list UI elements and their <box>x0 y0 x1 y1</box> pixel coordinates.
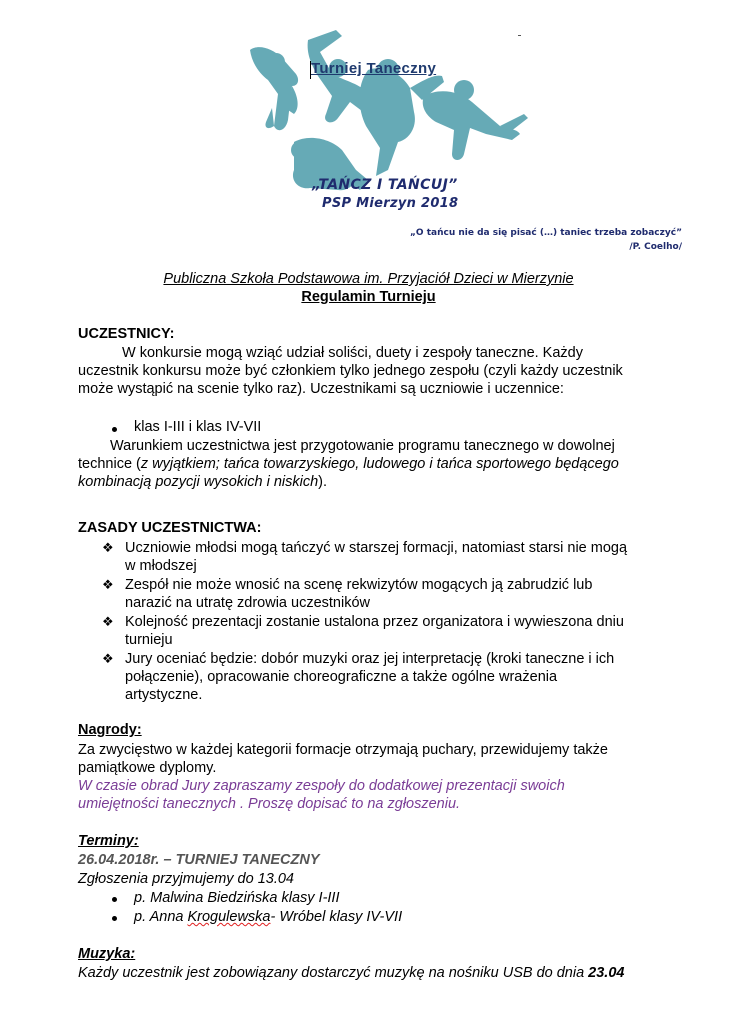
rule-item-3-line-2: turnieju <box>125 632 173 648</box>
diamond-bullet-icon: ❖ <box>102 614 114 629</box>
school-name: Publiczna Szkoła Podstawowa im. Przyjaciół Dzieci w Mierzynie <box>163 271 574 287</box>
dancer-head-5 <box>291 141 309 159</box>
participation-condition-line-1: Warunkiem uczestnictwa jest przygotowanie programu tanecznego w dowolnej <box>110 438 615 454</box>
music-heading: Muzyka: <box>78 946 136 962</box>
document-title: Regulamin Turnieju <box>301 289 436 305</box>
school-short-name: PSP Mierzyn 2018 <box>322 196 459 211</box>
rule-item-1-line-1: Uczniowie młodsi mogą tańczyć w starszej formacji, natomiast starsi nie mogą <box>125 540 628 556</box>
dancer-head-1 <box>267 53 285 71</box>
event-title: Turniej Taneczny <box>311 60 437 77</box>
participant-classes: klas I-III i klas IV-VII <box>134 419 262 435</box>
quote-author: /P. Coelho/ <box>629 242 682 252</box>
awards-line-1: Za zwycięstwo w każdej kategorii formacje otrzymają puchary, przewidujemy także <box>78 742 608 758</box>
participation-condition-line-3: kombinacją pozycji wysokich i niskich). <box>78 474 328 490</box>
rule-item-1-line-2: w młodszej <box>125 558 197 574</box>
dancer-silhouette-3 <box>360 68 415 176</box>
event-date: 26.04.2018r. – TURNIEJ TANECZNY <box>78 852 320 868</box>
participation-condition-line-2: technice (z wyjątkiem; tańca towarzyskiego, ludowego i tańca sportowego będącego <box>78 456 619 472</box>
rule-item-4-line-1: Jury oceniać będzie: dobór muzyki oraz jej interpretację (kroki taneczne i ich <box>125 651 615 667</box>
awards-note-line-1: W czasie obrad Jury zapraszamy zespoły do dodatkowej prezentacji swoich <box>78 778 565 794</box>
quote-block <box>410 226 682 254</box>
participants-heading: UCZESTNICY: <box>78 326 175 342</box>
diamond-bullet-icon: ❖ <box>102 540 114 555</box>
rules-heading: ZASADY UCZESTNICTWA: <box>78 520 262 536</box>
rule-item-3-line-1: Kolejność prezentacji zostanie ustalona przez organizatora i wywieszona dniu <box>125 614 624 630</box>
event-slogan: „TAŃCZ I TAŃCUJ” <box>312 177 458 193</box>
participants-line-1: W konkursie mogą wziąć udział soliści, duety i zespoły taneczne. Każdy <box>122 345 583 361</box>
bullet-icon <box>112 897 117 902</box>
rule-item-2-line-2: narazić na utratę zdrowia uczestników <box>125 595 371 611</box>
registration-deadline: Zgłoszenia przyjmujemy do 13.04 <box>78 871 294 887</box>
rule-item-4-line-2: połączenie), opracowanie choreograficzne a także ogólne wrażenia <box>125 669 558 685</box>
bullet-icon <box>112 427 117 432</box>
diamond-bullet-icon: ❖ <box>102 577 114 592</box>
awards-line-2: pamiątkowe dyplomy. <box>78 760 217 776</box>
contact-2: p. Anna Krogulewska- Wróbel klasy IV-VII <box>134 909 403 925</box>
decorative-mark <box>518 35 521 36</box>
bullet-icon <box>112 916 117 921</box>
contact-1: p. Malwina Biedzińska klasy I-III <box>134 890 340 906</box>
dates-heading: Terminy: <box>78 833 139 849</box>
rule-item-2-line-1: Zespół nie może wnosić na scenę rekwizytów mogących ją zabrudzić lub <box>125 577 593 593</box>
dancers-logo-image <box>238 30 528 200</box>
participants-line-2: uczestnik konkursu może być członkiem tylko jednego zespołu (czyli każdy uczestnik <box>78 363 623 379</box>
quote-text: „O tańcu nie da się pisać (…) taniec trzeba zobaczyć” <box>410 228 682 238</box>
music-text: Każdy uczestnik jest zobowiązany dostarczyć muzykę na nośniku USB do dnia 23.04 <box>78 965 625 981</box>
participants-line-3: może wystąpić na scenie tylko raz). Uczestnikami są uczniowie i uczennice: <box>78 381 564 397</box>
awards-note-line-2: umiejętności tanecznych . Proszę dopisać to na zgłoszeniu. <box>78 796 461 812</box>
diamond-bullet-icon: ❖ <box>102 651 114 666</box>
awards-heading: Nagrody: <box>78 722 142 738</box>
rule-item-4-line-3: artystyczne. <box>125 687 203 703</box>
dancer-head-4 <box>454 80 474 100</box>
